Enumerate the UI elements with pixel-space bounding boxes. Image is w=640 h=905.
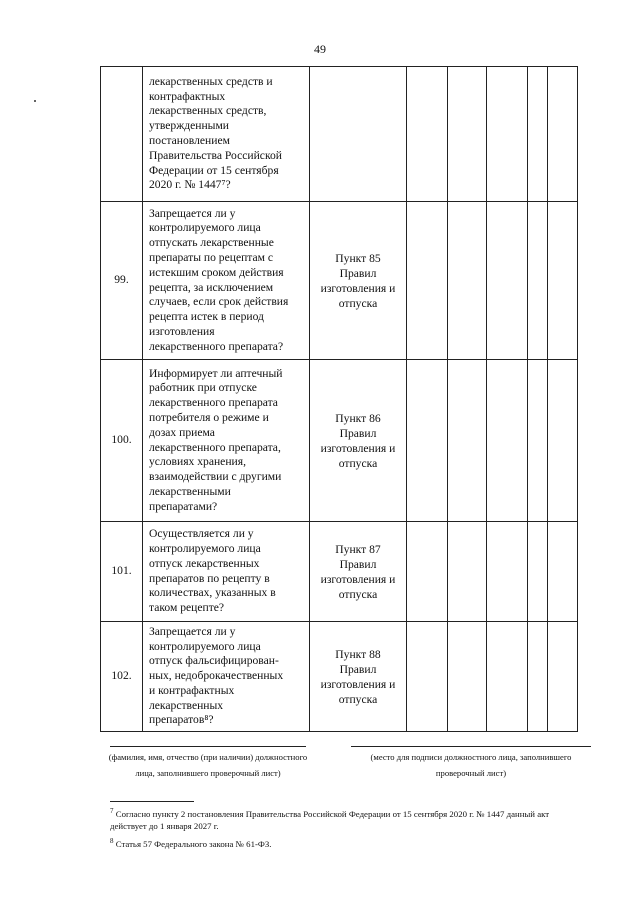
question-line: постановлением <box>149 134 230 147</box>
answer-cell <box>448 522 487 622</box>
reference-line: Правил <box>339 266 377 280</box>
reference-line: Пункт 86 <box>335 411 381 425</box>
answer-cell <box>407 522 448 622</box>
answer-cell <box>407 360 448 522</box>
question-line: дозах приема <box>149 425 215 439</box>
question-line: контролируемого лица <box>149 639 261 653</box>
question-cell <box>143 202 310 360</box>
answer-cell <box>407 67 448 202</box>
question-line: отпуск фальсифицирован- <box>149 654 279 668</box>
footnote-7-line2: действует до 1 января 2027 г. <box>110 821 219 831</box>
question-line: Федерации от 15 сентября <box>149 163 279 177</box>
table-row <box>101 360 578 522</box>
question-line: лекарственных средств, <box>149 104 267 118</box>
question-line: случаев, если срок действия <box>149 295 289 309</box>
footnote-8 <box>110 838 600 850</box>
reference-line: Пункт 87 <box>335 542 381 556</box>
footnotes <box>110 808 600 856</box>
reference-line: отпуска <box>338 587 378 601</box>
row-number: 99. <box>101 202 143 360</box>
answer-cell <box>528 202 548 360</box>
reference-cell <box>310 202 407 360</box>
question-cell <box>143 360 310 522</box>
question-line: таком рецепте? <box>149 601 225 615</box>
answer-cell <box>487 522 528 622</box>
question-line: истекшим сроком действия <box>149 265 284 279</box>
footnote-mark-7: 7 <box>110 807 114 816</box>
reference-cell <box>310 522 407 622</box>
reference-line: изготовления и <box>320 677 396 691</box>
reference-line: Правил <box>339 557 377 571</box>
signature-caption-sign-line1: (место для подписи должностного лица, заполнившего <box>370 752 572 762</box>
reference-line: Пункт 85 <box>335 251 381 265</box>
question-line: лекарственного препарата, <box>149 440 281 454</box>
page-number: 49 <box>314 42 326 56</box>
reference-line: отпуска <box>338 456 378 470</box>
answer-cell <box>528 622 548 732</box>
footnote-8-line1: Статья 57 Федерального закона № 61-ФЗ. <box>115 839 272 849</box>
question-line: контролируемого лица <box>149 221 261 235</box>
reference-line: изготовления и <box>320 572 396 586</box>
reference-cell <box>310 67 407 202</box>
row-number: 102. <box>101 622 143 732</box>
question-line: ных, недоброкачественных <box>149 669 284 683</box>
row-number: 100. <box>101 360 143 522</box>
signature-line-name <box>110 746 306 747</box>
question-line: изготовления <box>149 324 215 338</box>
reference-line: изготовления и <box>320 441 396 455</box>
question-line: лекарственного препарата <box>149 396 278 410</box>
scan-speck <box>34 100 36 102</box>
question-line: условиях хранения, <box>149 455 246 469</box>
answer-cell <box>407 622 448 732</box>
reference-line: Пункт 88 <box>335 647 381 661</box>
table-row <box>101 202 578 360</box>
question-line: отпускать лекарственные <box>149 236 274 250</box>
answer-cell <box>487 360 528 522</box>
answer-cell <box>407 202 448 360</box>
row-number <box>101 67 143 202</box>
question-line: препаратами? <box>149 499 218 513</box>
reference-line: Правил <box>339 662 377 676</box>
question-line: контрафактных <box>149 89 226 103</box>
question-line: работник при отпуске <box>149 381 257 395</box>
reference-line: изготовления и <box>320 281 396 295</box>
checklist-body <box>101 67 578 732</box>
answer-cell <box>548 522 578 622</box>
footnote-7 <box>110 808 600 832</box>
question-cell <box>143 622 310 732</box>
answer-cell <box>487 67 528 202</box>
reference-line: Правил <box>339 426 377 440</box>
question-line: препараты по рецептам с <box>149 250 274 264</box>
question-line: Правительства Российской <box>149 148 282 162</box>
answer-cell <box>448 202 487 360</box>
signature-caption-sign <box>346 752 596 778</box>
table-row <box>101 622 578 732</box>
answer-cell <box>548 67 578 202</box>
question-line: Запрещается ли у <box>149 624 236 638</box>
answer-cell <box>487 202 528 360</box>
question-line: лекарственными <box>149 484 231 498</box>
question-line: 2020 г. № 1447⁷? <box>149 178 231 192</box>
footnote-rule <box>110 801 194 802</box>
signature-line-sign <box>351 746 591 747</box>
question-line: отпуск лекарственных <box>149 556 260 570</box>
signature-caption-name-line1: (фамилия, имя, отчество (при наличии) должностного <box>108 752 308 762</box>
question-line: и контрафактных <box>149 683 235 697</box>
reference-line: отпуска <box>338 692 378 706</box>
question-line: Запрещается ли у <box>149 206 236 220</box>
reference-cell <box>310 622 407 732</box>
reference-cell <box>310 360 407 522</box>
row-number: 101. <box>101 522 143 622</box>
question-line: взаимодействии с другими <box>149 470 282 484</box>
checklist-table <box>100 66 578 732</box>
question-line: препаратов⁸? <box>149 713 214 727</box>
answer-cell <box>528 522 548 622</box>
question-line: лекарственного препарата? <box>149 339 284 353</box>
signature-caption-name <box>100 752 316 778</box>
question-line: Осуществляется ли у <box>149 527 254 541</box>
answer-cell <box>528 360 548 522</box>
question-line: рецепта истек в период <box>149 310 264 324</box>
answer-cell <box>448 360 487 522</box>
answer-cell <box>548 202 578 360</box>
table-row <box>101 67 578 202</box>
footnote-7-line1: Согласно пункту 2 постановления Правительства Российской Федерации от 15 сентября 2020 г. № 1447 данный акт <box>115 809 550 819</box>
answer-cell <box>548 622 578 732</box>
question-line: утвержденными <box>149 119 230 133</box>
answer-cell <box>448 622 487 732</box>
question-line: количествах, указанных в <box>149 586 276 600</box>
table-row <box>101 522 578 622</box>
signature-caption-sign-line2: проверочный лист) <box>435 768 507 778</box>
question-line: лекарственных <box>149 698 224 712</box>
question-cell <box>143 67 310 202</box>
answer-cell <box>487 622 528 732</box>
question-line: потребителя о режиме и <box>149 410 269 424</box>
question-line: рецепта, за исключением <box>149 280 274 294</box>
answer-cell <box>548 360 578 522</box>
answer-cell <box>528 67 548 202</box>
reference-line: отпуска <box>338 296 378 310</box>
question-cell <box>143 522 310 622</box>
question-line: Информирует ли аптечный <box>149 366 283 380</box>
footnote-mark-8: 8 <box>110 837 114 846</box>
signature-caption-name-line2: лица, заполнившего проверочный лист) <box>135 768 281 778</box>
question-line: контролируемого лица <box>149 541 261 555</box>
answer-cell <box>448 67 487 202</box>
question-line: препаратов по рецепту в <box>149 571 270 585</box>
question-line: лекарственных средств и <box>149 74 273 88</box>
